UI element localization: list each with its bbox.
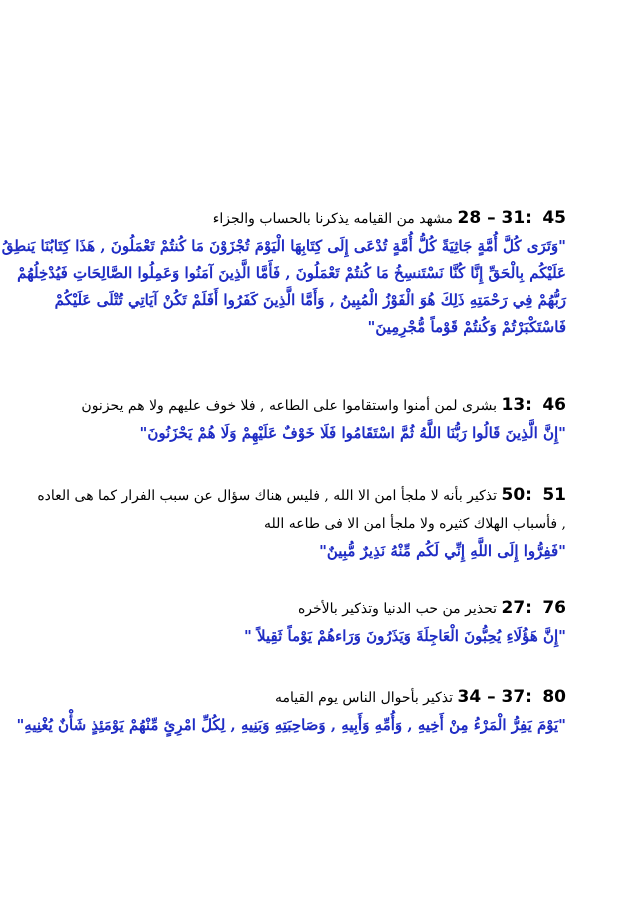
section-80 — [16, 683, 566, 739]
verse-range: 27 — [501, 598, 526, 618]
verse-range: 13 — [501, 395, 526, 415]
surah-number: 80 — [542, 687, 566, 707]
section-title: تذكير بأنه لا ملجأ امن الا الله , فليس هناك سؤال عن سبب الفرار كما هى العاده — [37, 488, 498, 504]
section-76 — [66, 594, 566, 650]
quran-verse — [66, 623, 566, 650]
surah-number: 45 — [542, 208, 566, 228]
section-heading: 45 : 28 – 31 مشهد من القيامه يذكرنا بالحساب والجزاء — [212, 208, 566, 228]
verse-line: "فَفِرُّوا إِلَى اللَّهِ إِنِّي لَكُم مِّنْهُ نَذِيرٌ مُّبِينٌ" — [319, 542, 566, 560]
section-46 — [66, 391, 566, 447]
verse-line: فَاسْتَكْبَرْتُمْ وَكُنتُمْ قَوْماً مُّجْرِمِينَ" — [367, 318, 566, 336]
section-heading: 51 : 50 تذكير بأنه لا ملجأ امن الا الله , فليس هناك سؤال عن سبب الفرار كما هى العاده — [37, 485, 566, 505]
verse-range: 50 — [501, 485, 526, 505]
note-line: , فأسباب الهلاك كثيره ولا ملجأ امن الا فى طاعه الله — [263, 516, 566, 532]
section-51 — [37, 481, 566, 565]
surah-number: 51 — [542, 485, 566, 505]
section-title: مشهد من القيامه يذكرنا بالحساب والجزاء — [212, 211, 454, 227]
section-title: تحذير من حب الدنيا وتذكير بالأخره — [297, 601, 498, 617]
quran-verse — [1, 233, 566, 341]
verse-line: رَبُّهُمْ فِي رَحْمَتِهِ ذَلِكَ هُوَ الْفَوْزُ الْمُبِينُ , وَأَمَّا الَّذِينَ كَفَرُوا أَفَلَمْ تَكُنْ آيَاتِي تُتْلَى عَلَيْكُمْ — [54, 291, 566, 309]
quran-verse — [66, 420, 566, 447]
section-heading: 76 : 27 تحذير من حب الدنيا وتذكير بالأخره — [297, 598, 566, 618]
section-heading: 80 : 34 – 37 تذكير بأحوال الناس يوم القيامه — [275, 687, 566, 707]
section-45 — [1, 204, 566, 341]
verse-range: 34 – 37 — [457, 687, 526, 707]
section-heading: 46 : 13 بشرى لمن أمنوا واستقاموا على الطاعه , فلا خوف عليهم ولا هم يحزنون — [81, 395, 566, 415]
verse-line: عَلَيْكُم بِالْحَقِّ إِنَّا كُنَّا نَسْتَنسِخُ مَا كُنتُمْ تَعْمَلُونَ , فَأَمَّا الَّذِينَ آمَنُوا وَعَمِلُوا الصَّالِحَاتِ فَيُدْخِلُهُمْ — [17, 264, 566, 282]
verse-line: "إِنَّ الَّذِينَ قَالُوا رَبُّنَا اللَّهُ ثُمَّ اسْتَقَامُوا فَلَا خَوْفٌ عَلَيْهِمْ وَلَا هُمْ يَحْزَنُونَ" — [139, 424, 566, 442]
surah-number: 76 — [542, 598, 566, 618]
quran-verse — [16, 712, 566, 739]
surah-number: 46 — [542, 395, 566, 415]
verse-line: "يَوْمَ يَفِرُّ الْمَرْءُ مِنْ أَخِيهِ , وَأُمِّهِ وَأَبِيهِ , وَصَاحِبَتِهِ وَبَنِيهِ , لِكُلِّ امْرِئٍ مِّنْهُمْ يَوْمَئِذٍ شَأْنٌ يُغْنِيهِ" — [16, 716, 566, 734]
quran-verse — [66, 538, 566, 565]
verse-range: 28 – 31 — [457, 208, 526, 228]
section-note — [66, 510, 566, 538]
section-title: بشرى لمن أمنوا واستقاموا على الطاعه , فلا خوف عليهم ولا هم يحزنون — [81, 398, 498, 414]
verse-line: "وَتَرَى كُلَّ أُمَّةٍ جَاثِيَةً كُلُّ أُمَّةٍ تُدْعَى إِلَى كِتَابِهَا الْيَوْمَ تُجْزَوْنَ مَا كُنتُمْ تَعْمَلُونَ , هَذَا كِتَابُنَا يَنطِقُ — [1, 237, 566, 255]
section-title: تذكير بأحوال الناس يوم القيامه — [275, 690, 454, 706]
verse-line: "إِنَّ هَؤُلَاءِ يُحِبُّونَ الْعَاجِلَةَ وَيَذَرُونَ وَرَاءهُمْ يَوْماً ثَقِيلاً " — [244, 627, 566, 645]
